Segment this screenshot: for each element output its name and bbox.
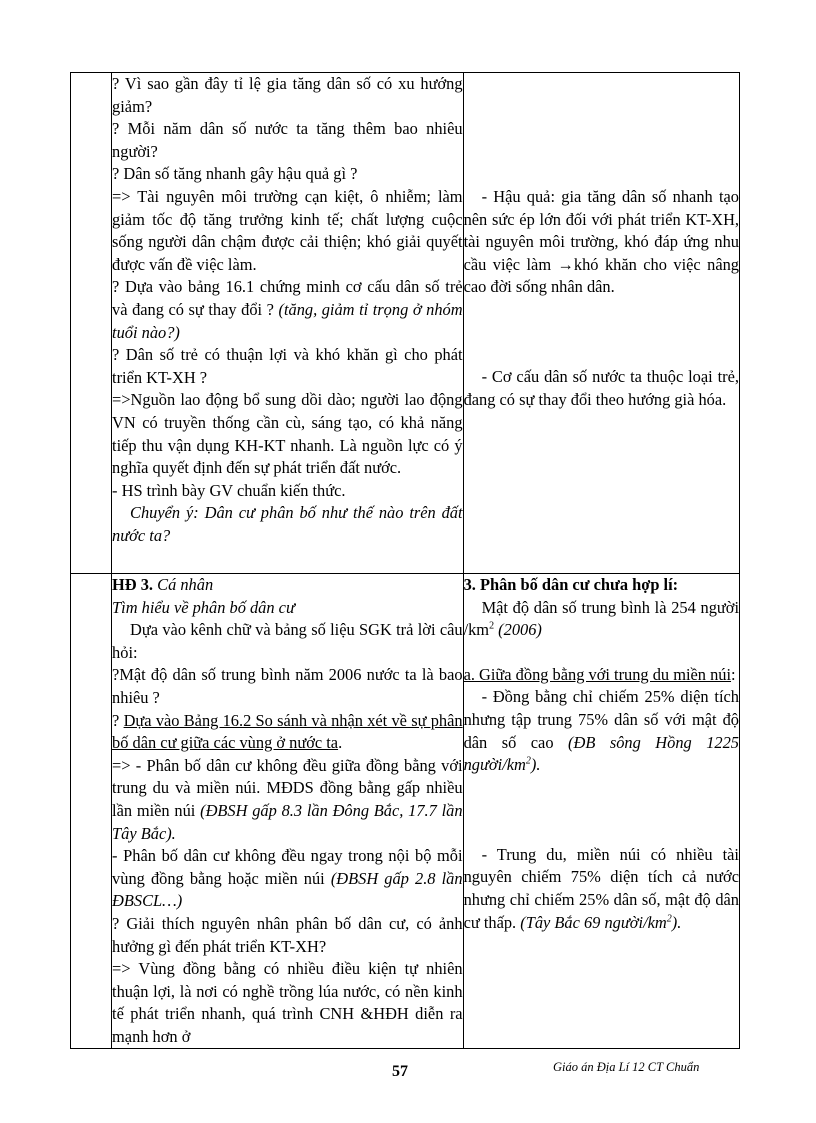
activities-cell [112, 73, 464, 574]
activities-cell [112, 574, 464, 1049]
spacer [464, 299, 739, 366]
answer-text: - Phân bố dân cư không đều ngay trong nội bộ mỗi vùng đồng bằng hoặc miền núi (ĐBSH gấp 2.8 lần ĐBSCL…) [112, 846, 463, 911]
density-text: Mật độ dân số trung bình là 254 người $/km^2$ (2006) [463, 597, 739, 640]
empty-left-cell [71, 73, 112, 574]
transition-text: Chuyển ý: Dân cư phân bố như thế nào trên đất nước ta? [112, 503, 463, 545]
question-text: ? Dựa vào bảng 16.1 chứng minh cơ cấu dân số trẻ và đang có sự thay đổi ? (tăng, giảm tỉ trọng ở nhóm tuổi nào?) [112, 277, 463, 342]
question-text: ? Dựa vào Bảng 16.2 So sánh và nhận xét về sự phân bố dân cư giữa các vùng ở nước ta. [112, 710, 463, 753]
answer-text: => Vùng đồng bằng có nhiều điều kiện tự nhiên thuận lợi, là nơi có nghề trồng lúa nước, có nền kinh tế phát triển nhanh, quá trình CNH &HĐH diễn ra mạnh hơn ở [112, 959, 463, 1046]
instruction-text: Dựa vào kênh chữ và bảng số liệu SGK trả lời câu hỏi: [112, 620, 463, 662]
question-text: ? Dân số trẻ có thuận lợi và khó khăn gì cho phát triển KT-XH ? [112, 345, 463, 387]
note-text: - HS trình bày GV chuẩn kiến thức. [112, 480, 346, 500]
activity-heading: HĐ 3. Cá nhân [112, 575, 214, 594]
answer-text: => Tài nguyên môi trường cạn kiệt, ô nhiễm; làm giảm tốc độ tăng trưởng kinh tế; chất lượng cuộc sống người dân chậm được cải thiện; khó giải quyết được vấn đề việc làm. [112, 186, 463, 274]
document-title: Giáo án Địa Lí 12 CT Chuẩn [553, 1060, 700, 1074]
table-row [71, 73, 740, 574]
question-text: ?Mật độ dân số trung bình năm 2006 nước ta là bao nhiêu ? [112, 665, 463, 707]
question-text: ? Vì sao gần đây tỉ lệ gia tăng dân số có xu hướng giảm? [112, 74, 463, 116]
empty-left-cell [71, 574, 112, 1049]
question-text: ? Mỗi năm dân số nước ta tăng thêm bao nhiêu người? [112, 119, 463, 161]
mountain-text: - Trung du, miền núi có nhiều tài nguyên chiếm 75% diện tích cả nước nhưng chỉ chiếm 25% dân số, mật độ dân cư thấp. (Tây Bắc 69 người/$km^2$). [463, 844, 739, 932]
spacer [464, 73, 739, 186]
lesson-table [70, 72, 740, 1049]
activity-topic: Tìm hiểu về phân bố dân cư [112, 597, 295, 617]
page-number: 57 [392, 1063, 408, 1080]
content-cell [463, 574, 739, 1049]
structure-text: - Cơ cấu dân số nước ta thuộc loại trẻ, đang có sự thay đổi theo hướng già hóa. [463, 366, 739, 409]
spacer [464, 642, 739, 664]
answer-text: =>Nguồn lao động bổ sung dồi dào; người lao động VN có truyền thống cần cù, sáng tạo, có khả năng tiếp thu vận dụng KH-KT nhanh. Là nguồn lực có ý nghĩa quyết định đến sự phát triển đất nước. [112, 390, 463, 478]
delta-text: - Đồng bằng chỉ chiếm 25% diện tích nhưng tập trung 75% dân số với mật độ dân số cao (ĐB sông Hồng 1225 người/$km^2$). [463, 687, 739, 775]
consequence-text: - Hậu quả: gia tăng dân số nhanh tạo nên sức ép lớn đối với phát triển KT-XH, tài nguyên môi trường, khó đáp ứng nhu cầu việc làm →khó khăn cho việc nâng cao đời sống nhân dân. [463, 187, 739, 297]
question-text: ? Giải thích nguyên nhân phân bố dân cư, có ảnh hưởng gì đến phát triển KT-XH? [112, 913, 463, 956]
section-heading: 3. Phân bố dân cư chưa hợp lí: [463, 575, 679, 594]
subsection-heading: a. Giữa đồng bằng với trung du miền núi: [463, 664, 736, 684]
question-text: ? Dân số tăng nhanh gây hậu quả gì ? [112, 164, 358, 184]
answer-text: => - Phân bố dân cư không đều giữa đồng bằng với trung du và miền núi. MĐDS đồng bằng gấp nhiều lần miền núi (ĐBSH gấp 8.3 lần Đông Bắc, 17.7 lần Tây Bắc). [112, 755, 463, 843]
spacer [464, 777, 739, 844]
content-cell [463, 73, 739, 574]
table-row [71, 574, 740, 1049]
